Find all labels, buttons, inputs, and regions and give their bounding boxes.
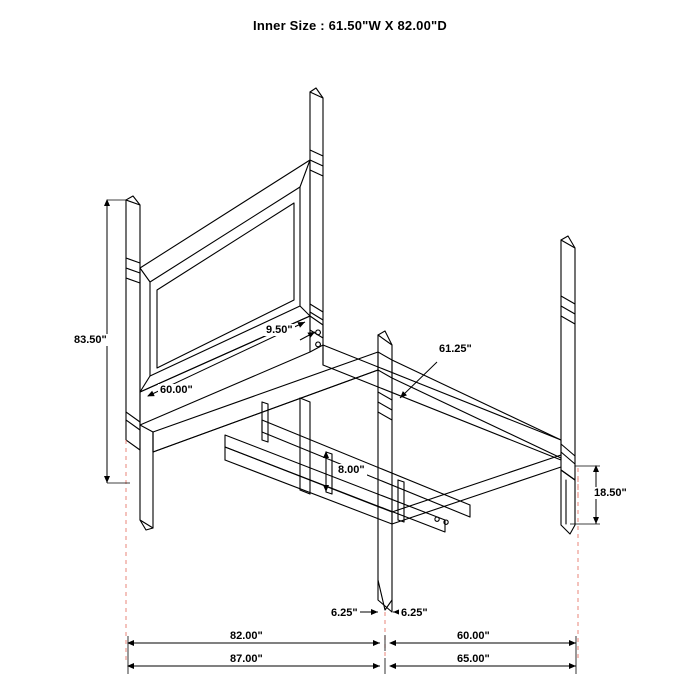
label-headboard-panel-offset: 9.50" — [266, 324, 293, 336]
headboard-right-post — [310, 88, 323, 338]
page-title: Inner Size : 61.50"W X 82.00"D — [253, 18, 447, 33]
dim-line-panel-offset — [300, 332, 315, 340]
center-front-post — [378, 331, 392, 612]
label-post-width-left: 6.25" — [331, 607, 358, 619]
headboard-panel — [140, 160, 310, 392]
label-total-left-span: 87.00" — [230, 653, 263, 665]
bed-frame — [153, 345, 561, 532]
footboard-right-post — [561, 470, 575, 534]
label-total-right-span: 65.00" — [457, 653, 490, 665]
footboard-left-post — [140, 425, 153, 530]
dim-line-side-rail — [400, 362, 437, 398]
right-tall-post — [561, 236, 575, 480]
label-side-rail-length: 61.25" — [439, 343, 472, 355]
label-post-width-right: 6.25" — [401, 607, 428, 619]
label-foot-post-height: 18.50" — [594, 487, 627, 499]
headboard-lower-rail — [140, 316, 323, 425]
label-bottom-right-span: 60.00" — [457, 630, 490, 642]
label-bottom-left-span: 82.00" — [230, 630, 263, 642]
label-slat-height: 8.00" — [338, 464, 365, 476]
headboard-left-post — [126, 196, 140, 450]
label-overall-height: 83.50" — [74, 334, 107, 346]
label-headboard-panel-width: 60.00" — [160, 384, 193, 396]
